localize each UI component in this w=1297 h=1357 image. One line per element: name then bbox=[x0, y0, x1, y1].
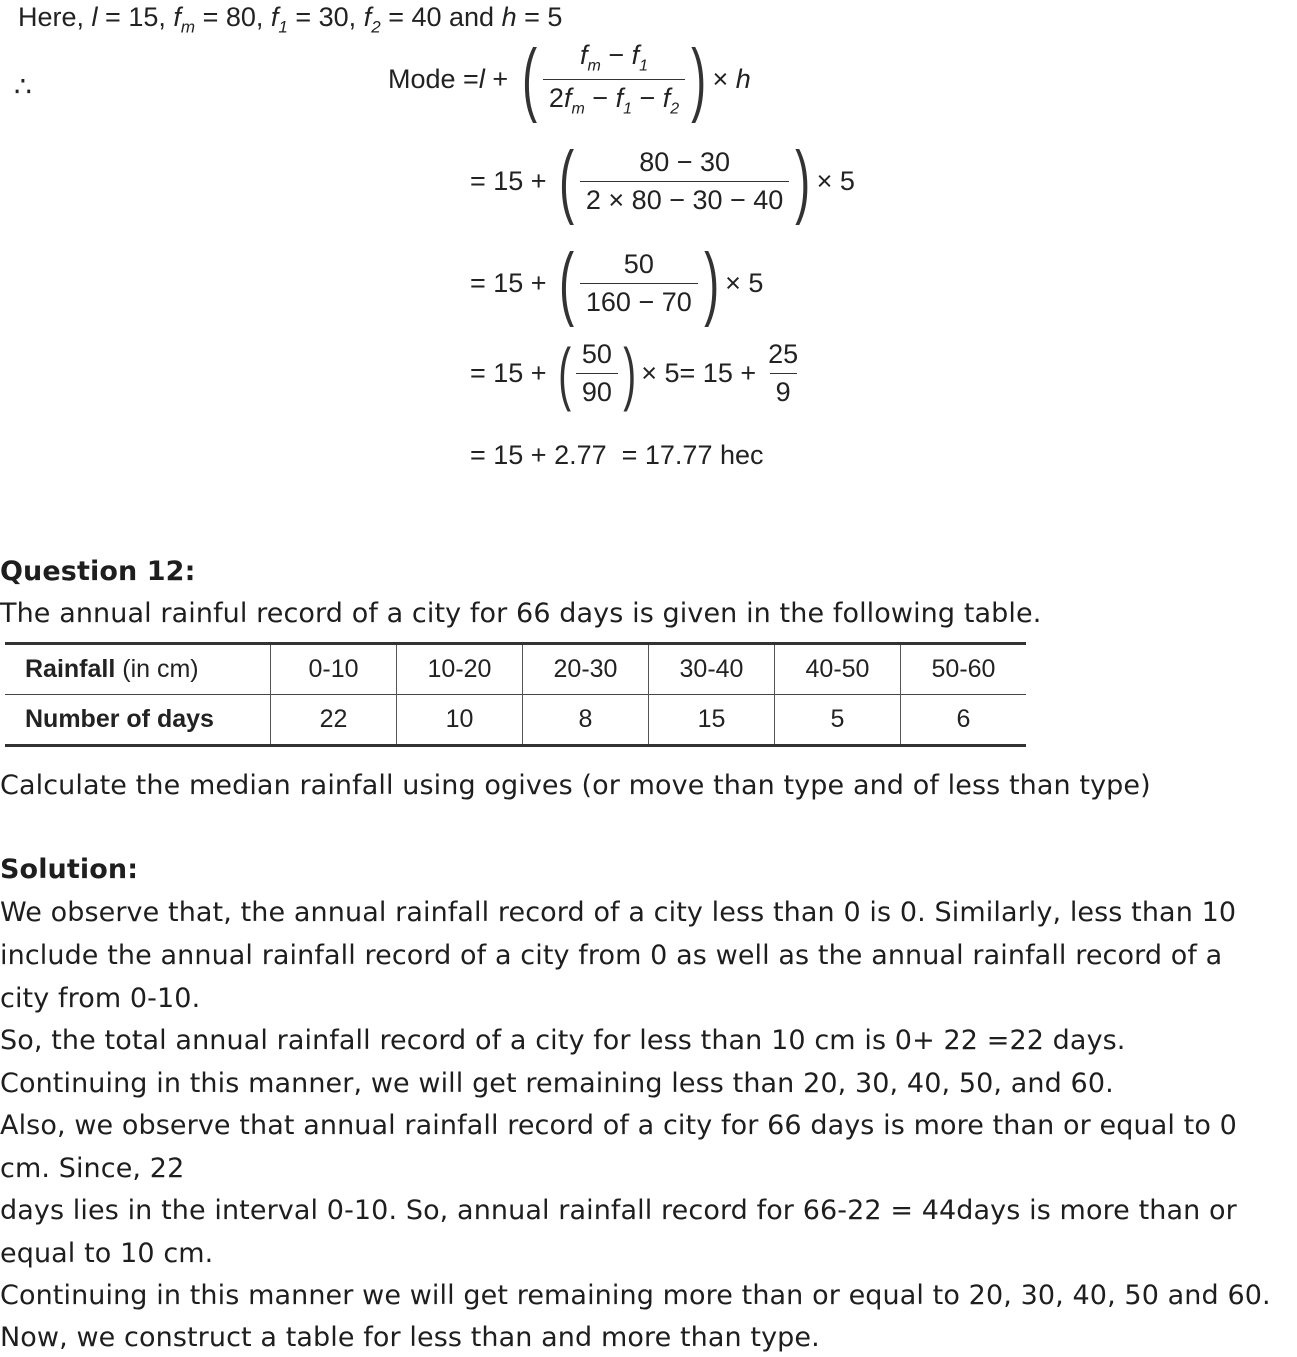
step3-fraction-2 bbox=[762, 339, 804, 408]
interval-cell: 30-40 bbox=[649, 644, 775, 695]
step2-tail: × 5 bbox=[725, 267, 764, 298]
mode-lhs: Mode = bbox=[388, 63, 479, 94]
den-f2: f bbox=[662, 82, 671, 113]
val-l: = 15, bbox=[97, 2, 166, 32]
days-cell: 22 bbox=[271, 695, 397, 746]
mode-plus: + bbox=[484, 63, 516, 94]
den-minus-2: − bbox=[631, 82, 663, 113]
mode-numerator bbox=[574, 40, 654, 78]
sub-f2: 2 bbox=[371, 17, 381, 37]
step3-mid: × 5= 15 + bbox=[641, 357, 757, 388]
question-task: Calculate the median rainfall using ogives (or move than type and of less than type) bbox=[0, 770, 1151, 801]
right-paren: ) bbox=[795, 135, 811, 226]
val-fm: = 80, bbox=[195, 2, 264, 32]
days-cell: 10 bbox=[397, 695, 523, 746]
den-f1-sub: 1 bbox=[623, 99, 632, 117]
interval-cell: 40-50 bbox=[775, 644, 901, 695]
step3-denominator-2: 9 bbox=[770, 373, 797, 408]
interval-cell: 0-10 bbox=[271, 644, 397, 695]
and-word: and bbox=[441, 2, 502, 32]
left-paren: ( bbox=[558, 237, 574, 328]
var-fm: f bbox=[173, 2, 181, 32]
interval-cell: 10-20 bbox=[397, 644, 523, 695]
interval-cell: 50-60 bbox=[901, 644, 1027, 695]
left-paren: ( bbox=[557, 334, 571, 412]
sub-f1: 1 bbox=[278, 17, 288, 37]
num-f1: f bbox=[631, 40, 640, 71]
days-label: Number of days bbox=[25, 705, 214, 733]
solution-line: We observe that, the annual rainfall record of a city less than 0 is 0. Similarly, less than 10 bbox=[0, 897, 1237, 928]
step3-fraction bbox=[576, 339, 618, 408]
solution-line: days lies in the interval 0-10. So, annual rainfall record for 66-22 = 44days is more than or bbox=[0, 1195, 1237, 1226]
step-2 bbox=[470, 237, 764, 328]
row-label-days bbox=[5, 695, 271, 746]
therefore-symbol: ∴ bbox=[14, 71, 32, 102]
rainfall-table bbox=[5, 642, 1026, 747]
step1-lhs: = 15 + bbox=[470, 165, 547, 196]
sub-fm: m bbox=[180, 17, 196, 37]
solution-heading: Solution: bbox=[0, 854, 139, 885]
left-paren: ( bbox=[558, 135, 574, 226]
solution-line: Continuing in this manner, we will get remaining less than 20, 30, 40, 50, and 60. bbox=[0, 1068, 1114, 1099]
den-fm-sub: m bbox=[571, 99, 585, 117]
solution-line: Also, we observe that annual rainfall record of a city for 66 days is more than or equal to 0 bbox=[0, 1110, 1237, 1141]
step3-lhs: = 15 + bbox=[470, 357, 547, 388]
given-values bbox=[18, 2, 562, 37]
step1-tail: × 5 bbox=[816, 165, 855, 196]
num-fm: f bbox=[580, 40, 588, 71]
question-heading: Question 12: bbox=[0, 556, 196, 587]
mode-fraction bbox=[543, 40, 685, 118]
den-minus-1: − bbox=[584, 82, 616, 113]
right-paren: ) bbox=[703, 237, 719, 328]
left-paren: ( bbox=[521, 33, 537, 124]
var-l: l bbox=[91, 2, 98, 32]
num-f1-sub: 1 bbox=[639, 57, 649, 75]
step-1 bbox=[470, 135, 855, 226]
num-fm-sub: m bbox=[587, 57, 601, 75]
den-f1: f bbox=[615, 82, 624, 113]
days-cell: 5 bbox=[775, 695, 901, 746]
mode-denominator bbox=[543, 79, 685, 118]
solution-line: city from 0-10. bbox=[0, 983, 201, 1014]
step2-fraction bbox=[580, 249, 698, 318]
days-cell: 15 bbox=[649, 695, 775, 746]
table-row-rainfall bbox=[5, 644, 1026, 695]
var-f1: f bbox=[270, 2, 279, 32]
den-two: 2 bbox=[548, 82, 564, 113]
val-h: = 5 bbox=[516, 2, 563, 32]
solution-line: Now, we construct a table for less than and more than type. bbox=[0, 1322, 820, 1353]
solution-line: cm. Since, 22 bbox=[0, 1153, 185, 1184]
question-text: The annual rainful record of a city for 66 days is given in the following table. bbox=[0, 598, 1042, 629]
var-h: h bbox=[501, 2, 517, 32]
val-f1: = 30, bbox=[287, 2, 357, 32]
mode-h: h bbox=[735, 63, 751, 94]
den-fm: f bbox=[563, 82, 572, 113]
step2-numerator: 50 bbox=[623, 248, 654, 279]
step1-denominator: 2 × 80 − 30 − 40 bbox=[580, 181, 789, 216]
mode-formula bbox=[388, 33, 751, 124]
val-f2: = 40 bbox=[380, 2, 442, 32]
solution-line: include the annual rainfall record of a city from 0 as well as the annual rainfall record of a bbox=[0, 940, 1223, 971]
given-here: Here, bbox=[18, 2, 85, 32]
interval-cell: 20-30 bbox=[523, 644, 649, 695]
days-cell: 8 bbox=[523, 695, 649, 746]
row-label-rainfall bbox=[5, 644, 271, 695]
var-f2: f bbox=[363, 2, 372, 32]
step-4: = 15 + 2.77 = 17.77 hec bbox=[470, 440, 764, 470]
solution-line: Continuing in this manner we will get remaining more than or equal to 20, 30, 40, 50 and 60. bbox=[0, 1280, 1271, 1311]
mode-times: × bbox=[712, 63, 736, 94]
mode-l: l bbox=[478, 63, 485, 94]
solution-line: So, the total annual rainfall record of a city for less than 10 cm is 0+ 22 =22 days. bbox=[0, 1025, 1126, 1056]
step3-denominator: 90 bbox=[576, 373, 618, 408]
num-minus: − bbox=[600, 40, 632, 71]
solution-line: equal to 10 cm. bbox=[0, 1238, 214, 1269]
right-paren: ) bbox=[623, 334, 637, 412]
step1-numerator: 80 − 30 bbox=[639, 146, 731, 177]
right-paren: ) bbox=[691, 33, 707, 124]
den-f2-sub: 2 bbox=[670, 99, 680, 117]
step-3 bbox=[470, 334, 804, 412]
step2-denominator: 160 − 70 bbox=[580, 283, 698, 318]
step1-fraction bbox=[580, 147, 789, 216]
rainfall-label-bold: Rainfall bbox=[25, 655, 116, 683]
step3-numerator: 50 bbox=[581, 338, 612, 369]
step2-lhs: = 15 + bbox=[470, 267, 547, 298]
table-row-days bbox=[5, 695, 1026, 746]
rainfall-label-unit: (in cm) bbox=[115, 655, 199, 683]
days-cell: 6 bbox=[901, 695, 1027, 746]
step3-numerator-2: 25 bbox=[768, 338, 799, 369]
